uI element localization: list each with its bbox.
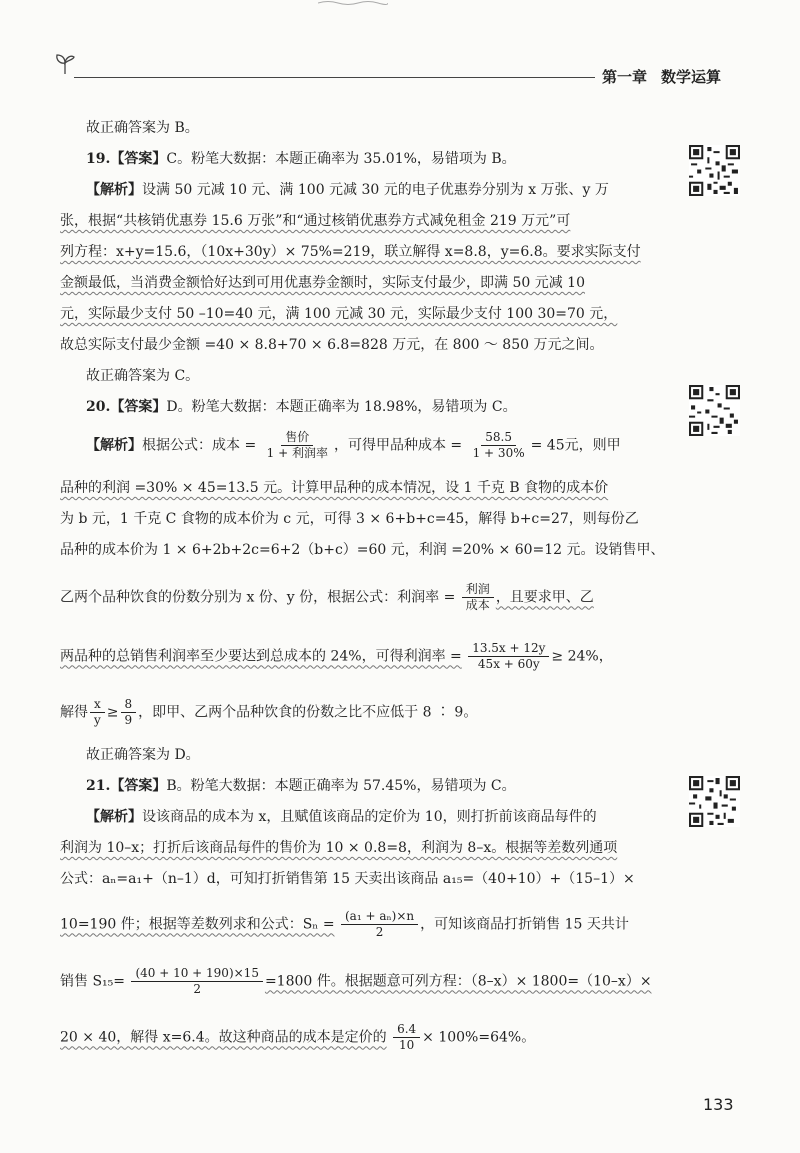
analysis-label: 【解析】 (86, 809, 142, 825)
qr-code-icon (689, 385, 740, 436)
denominator: y (94, 713, 101, 727)
fraction (341, 909, 418, 940)
text-line: 元，实际最少支付 50 –10=40 元，满 100 元减 30 元，实际最少支付 100 30=70 元， (60, 306, 618, 322)
chapter-label: 第一章 (602, 68, 648, 86)
text-line: 故正确答案为 C。 (86, 368, 200, 384)
numerator: x (90, 697, 105, 713)
numerator: (a₁ + aₙ)×n (341, 909, 418, 925)
text-line: 故总实际支付最少金额 =40 × 8.8+70 × 6.8=828 万元，在 800 ～ 850 万元之间。 (60, 337, 604, 353)
denominator: 45x + 60y (477, 657, 540, 671)
analysis-line (86, 430, 621, 461)
leaf-icon (54, 52, 76, 76)
text-segment: ，可知该商品打折销售 15 天共计 (420, 916, 629, 933)
analysis-text: 设满 50 元减 10 元、满 100 元减 30 元的电子优惠券分别为 x 万张、y 万 (142, 182, 609, 198)
text-line: 金额最低，当消费金额恰好达到可用优惠券金额时，实际支付最少，即满 50 元减 10 (60, 275, 585, 291)
denominator: 2 (375, 925, 384, 939)
text-segment: ，且要求甲、乙 (495, 589, 594, 606)
text-segment: 两品种的总销售利润率至少要达到总成本的 24%，可得利润率 = (60, 648, 462, 665)
analysis-label: 【解析】 (86, 437, 142, 454)
qr-code-icon (689, 776, 740, 827)
text-line: 为 b 元，1 千克 C 食物的成本价为 c 元，可得 3 × 6+b+c=45，解得 b+c=27，则每份乙 (60, 511, 639, 527)
answer-text: D。粉笔大数据：本题正确率为 18.98%，易错项为 C。 (166, 399, 517, 415)
text-line: 故正确答案为 D。 (86, 747, 200, 763)
text-line (60, 242, 641, 262)
numerator: 利润 (462, 582, 494, 598)
denominator: 1 + 利润率 (266, 446, 328, 460)
text-line: 品种的成本价为 1 × 6+2b+2c=6+2（b+c）=60 元，利润 =20% × 60=12 元。设销售甲、 (60, 542, 665, 558)
analysis-text: 设该商品的成本为 x，且赋值该商品的定价为 10，则打折前该商品每件的 (142, 809, 597, 825)
fraction (121, 697, 137, 728)
answer-line-20 (86, 397, 517, 417)
text-segment: 20 × 40，解得 x=6.4。故这种商品的成本是定价的 (60, 1029, 387, 1046)
text-segment: 销售 S₁₅= (60, 973, 125, 990)
answer-text: B。粉笔大数据：本题正确率为 57.45%，易错项为 C。 (166, 778, 516, 794)
denominator: 9 (124, 713, 133, 727)
text-line (60, 1022, 535, 1053)
numerator: 8 (121, 697, 137, 713)
text-line: 公式：aₙ=a₁+（n–1）d，可知打折销售第 15 天卖出该商品 a₁₅=（40+10）+（15–1）× (60, 871, 635, 887)
top-ornament (318, 0, 388, 6)
denominator: 2 (193, 982, 202, 996)
text-line: 故正确答案为 B。 (86, 120, 199, 136)
fraction (469, 430, 529, 461)
fraction (462, 582, 494, 613)
text-line (60, 966, 652, 997)
page-number: 133 (703, 1095, 734, 1114)
denominator: 成本 (465, 598, 490, 612)
qr-code-icon (689, 145, 740, 196)
text-segment: = 45元，则甲 (530, 437, 621, 454)
text-line (60, 641, 613, 672)
text-segment: ，即甲、乙两个品种饮食的份数之比不应低于 8 ∶ 9。 (138, 704, 478, 721)
answer-line-21 (86, 776, 516, 796)
numerator: 58.5 (481, 430, 516, 446)
text-segment: × 100%=64%。 (422, 1029, 536, 1046)
text-segment: 列方程：x+y=15.6，（10x+30y）× 75%=219，联立解得 x=8.8，y=6.8。要求实际支付 (60, 244, 641, 260)
chapter-heading (602, 66, 721, 87)
text-segment: =1800 件。根据题意可列方程：（8–x）× 1800=（10–x）× (264, 973, 652, 990)
analysis-line (86, 180, 609, 200)
text-segment: ≥ (106, 704, 119, 721)
numerator: 6.4 (393, 1022, 420, 1038)
numerator: 13.5x + 12y (468, 641, 549, 657)
text-segment: ≥ 24%， (551, 648, 613, 665)
fraction (90, 697, 105, 728)
fraction (393, 1022, 420, 1053)
analysis-line (86, 807, 597, 827)
answer-line-19 (86, 149, 516, 169)
text-line (60, 582, 594, 613)
text-segment: 解得 (60, 704, 88, 721)
text-segment: 根据公式：成本 = (142, 437, 257, 454)
denominator: 10 (398, 1038, 415, 1052)
text-line: 利润为 10–x；打折后该商品每件的售价为 10 × 0.8=8，利润为 8–x。根据等差数列通项 (60, 840, 618, 856)
numerator: 售价 (281, 430, 313, 446)
answer-label: 20.【答案】 (86, 399, 167, 415)
numerator: (40 + 10 + 190)×15 (131, 966, 263, 982)
fraction (131, 966, 263, 997)
header-rule (74, 77, 595, 78)
answer-text: C。粉笔大数据：本题正确率为 35.01%，易错项为 B。 (166, 151, 516, 167)
analysis-label: 【解析】 (86, 182, 142, 198)
section-label: 数学运算 (661, 68, 722, 86)
text-segment: 10=190 件；根据等差数列求和公式：Sₙ = (60, 916, 335, 933)
answer-label: 19.【答案】 (86, 151, 167, 167)
text-segment: ，可得甲品种成本 = (333, 437, 463, 454)
text-line (60, 697, 477, 728)
answer-label: 21.【答案】 (86, 778, 167, 794)
text-line: 张，根据“共核销优惠券 15.6 万张”和“通过核销优惠券方式减免租金 219 万元”可 (60, 213, 571, 229)
text-line (60, 909, 629, 940)
fraction (468, 641, 549, 672)
fraction (263, 430, 332, 461)
text-segment: 乙两个品种饮食的份数分别为 x 份、y 份，根据公式：利润率 = (60, 589, 456, 606)
denominator: 1 + 30% (472, 446, 525, 460)
text-line: 品种的利润 =30% × 45=13.5 元。计算甲品种的成本情况，设 1 千克 B 食物的成本价 (60, 480, 609, 496)
